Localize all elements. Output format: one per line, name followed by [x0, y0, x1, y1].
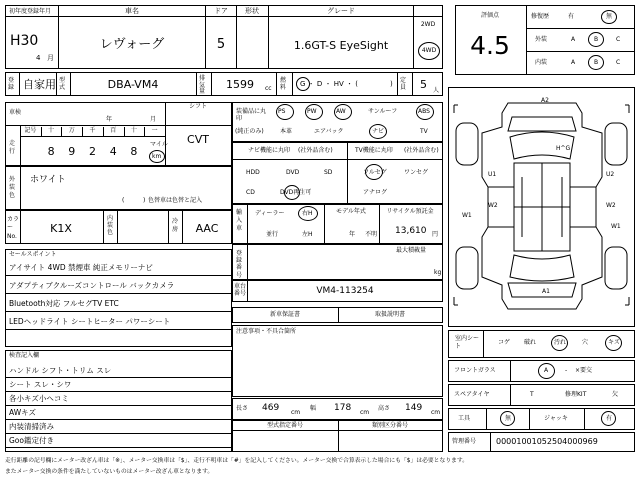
reg-year: H30	[10, 33, 39, 49]
interior-c: C	[616, 59, 621, 66]
reg-label: 登録	[8, 77, 15, 91]
model-code: DBA-VM4	[107, 78, 159, 91]
sales-point-line: アダプティブクルーズコントロール バックカメラ	[9, 281, 175, 290]
fuel-label: 燃料	[280, 77, 287, 91]
footer-line1: 走行距離の記号欄にメーター改ざん車は「※」、メーター交換車は「$」、走行不明車は「#」を記入してください。メーター交換で合算表示した場合にも「$」は必要となります。	[5, 458, 468, 464]
equipment-item: 本革	[280, 128, 293, 135]
diagram-w1-right: W1	[611, 223, 621, 230]
displacement-unit: cc	[265, 85, 272, 92]
color-no-value: K1X	[50, 222, 72, 235]
car-outline	[482, 103, 602, 309]
height-value: 149	[405, 403, 423, 413]
interior-a: A	[571, 59, 576, 66]
import-right-hand: 右H	[302, 210, 313, 217]
interior-sheet-item: コゲ	[498, 339, 511, 346]
body-label: 形状	[245, 7, 259, 15]
inspector-line: Goo鑑定付き	[9, 436, 54, 445]
import-label: 輸入車	[236, 209, 243, 232]
type-cert-label: 型式指定番号	[266, 422, 304, 429]
front-glass-b: ×要交	[575, 367, 593, 374]
footer-line2: またメーター交換の条件を満たしていないものはメーター改ざん車となります。	[5, 469, 214, 475]
width-label: 幅	[310, 405, 317, 412]
nav-label: ナビ機能に丸印	[248, 147, 291, 154]
sales-point-line: LEDヘッドライト シートヒーター パワーシート	[9, 317, 171, 326]
repair-no: 無	[606, 13, 613, 20]
first-reg-label: 初年度登録年月	[9, 8, 52, 15]
recycle-unit: 円	[432, 231, 439, 238]
diagram-u1: U1	[488, 171, 497, 178]
grade-label: グレード	[327, 7, 355, 15]
cert-label: 登録番号	[236, 250, 243, 279]
length-unit: cm	[291, 409, 301, 416]
sales-points-lines	[9, 262, 229, 342]
equipment-item: PS	[278, 108, 286, 115]
import-left-hand: 左H	[302, 231, 313, 238]
odometer-digit: 9	[68, 145, 76, 158]
capacity-value: 5	[420, 78, 427, 91]
doors-value: 5	[216, 37, 226, 52]
odometer-digit-label: 記号	[24, 127, 37, 134]
model-year-year: 年	[349, 231, 356, 238]
inspector-line: シート スレ・シワ	[9, 380, 72, 389]
nav-cd: CD	[246, 189, 255, 196]
mile-label: マイル	[150, 141, 168, 148]
odometer-digit-label: 千	[89, 127, 96, 134]
spare-tire-kit: 修理KIT	[565, 391, 587, 398]
capacity-unit: 人	[433, 87, 440, 94]
interior-sheet-item: キズ	[608, 339, 620, 346]
inspector-line: AWキズ	[9, 408, 36, 417]
interior-sheet-items	[484, 332, 634, 356]
tv-oneseg: ワンセグ	[404, 169, 429, 176]
spare-tire-none: 欠	[612, 391, 619, 398]
diagram-w2-left: W2	[488, 202, 498, 209]
front-glass-dash: -	[565, 367, 568, 374]
diagram-a1: A1	[542, 288, 550, 295]
color-label: 外装色	[9, 176, 16, 199]
drive-4wd: 4WD	[421, 47, 437, 54]
spare-tire-label: スペアタイヤ	[454, 391, 490, 398]
class-label: 類別区分番号	[371, 422, 409, 429]
shift-value: CVT	[187, 133, 209, 146]
odometer-digit: 8	[47, 145, 55, 158]
drive-2wd: 2WD	[420, 21, 436, 28]
length-label: 長さ	[236, 405, 249, 412]
displacement-value: 1599	[226, 78, 254, 91]
score-value: 4.5	[470, 31, 510, 60]
nav-note: (社外品含む)	[298, 147, 333, 154]
sales-points-label: セールスポイント	[9, 251, 57, 258]
tv-note: (社外品含む)	[404, 147, 439, 154]
score-label: 評価点	[480, 12, 500, 19]
odometer-digit-labels	[20, 127, 165, 136]
equipment-item: サンルーフ	[368, 108, 398, 115]
equipment-item: TV	[420, 128, 428, 135]
displacement-label: 排気量	[199, 75, 206, 96]
exterior-a: A	[571, 36, 576, 43]
inspector-line: 各小キズ小ヘコミ	[9, 394, 69, 403]
fuel-options: G ・ D ・ HV ・ (	[300, 80, 358, 88]
reg-month: 4	[36, 54, 41, 62]
interior-sheet-item: 汚れ	[554, 339, 567, 346]
inspector-line: 内装清掃済み	[9, 422, 54, 431]
color-paren-close: )	[143, 197, 146, 204]
odometer-digit-label: 一	[151, 127, 158, 134]
recycle-label: リサイクル預託金	[386, 208, 434, 215]
odometer-digit: 2	[89, 145, 96, 158]
color-value: ホワイト	[30, 175, 66, 185]
equipment-item: ABS	[418, 108, 430, 115]
ac-label: 冷房	[172, 218, 179, 233]
width-value: 178	[334, 403, 352, 413]
diagram-u2: U2	[606, 171, 615, 178]
inspector-label: 検査記入欄	[9, 352, 40, 359]
interior-sheet-item: 穴	[582, 339, 589, 346]
odometer-digits	[20, 138, 165, 166]
inspection-year-label: 年	[106, 116, 113, 123]
tv-label: TV機能に丸印	[355, 147, 393, 154]
equipment-row2	[270, 124, 442, 140]
tools-value: 無	[505, 415, 512, 422]
equipment-item: ナビ	[372, 128, 385, 135]
jack-value: 有	[606, 415, 613, 422]
equipment-item: エアバック	[314, 128, 344, 135]
equipment-row1	[270, 104, 442, 122]
tv-analog: アナログ	[363, 189, 388, 196]
equipment-item: PW	[307, 108, 317, 115]
diagram-hg: H^G	[556, 145, 571, 152]
km-label: km	[152, 153, 162, 160]
color-paren: (	[122, 197, 125, 204]
interior-b: B	[594, 59, 599, 66]
diagram-w2-right: W2	[606, 202, 616, 209]
car-name: レヴォーグ	[99, 37, 165, 52]
front-glass-label: フロントガラス	[454, 367, 496, 374]
usage-value: 自家用	[23, 78, 56, 91]
fuel-close: )	[390, 80, 393, 88]
inspector-lines	[9, 365, 229, 451]
model-year-value: 不明	[365, 231, 378, 238]
car-name-label: 車名	[125, 7, 139, 15]
doors-label: ドア	[214, 7, 228, 15]
recycle-value: 13,610	[395, 226, 427, 236]
max-load-unit: kg	[434, 269, 442, 276]
shift-label: シフト	[188, 103, 208, 110]
exterior-grade-label: 外装	[535, 36, 548, 43]
odometer-digit-label: 十	[130, 127, 137, 134]
equipment-note: (純正のみ)	[235, 128, 264, 135]
diagram-w1-left: W1	[462, 212, 472, 219]
repair-label: 修復歴	[531, 13, 550, 20]
inspection-label: 車検	[9, 109, 22, 116]
color-no-label: カラーNo.	[7, 216, 20, 240]
sales-point-line: アイサイト 4WD 禁煙車 純正メモリーナビ	[9, 263, 153, 272]
height-label: 高さ	[378, 405, 391, 412]
mgmt-label: 管理番号	[452, 438, 477, 445]
interior-grade-label: 内装	[535, 59, 548, 66]
import-dealer: ディーラー	[255, 210, 285, 217]
odometer-digit-label: 百	[110, 127, 117, 134]
ac-value: AAC	[195, 222, 219, 235]
chassis-value: VM4-113254	[316, 286, 374, 296]
interior-color-label: 内装色	[107, 215, 114, 237]
spare-tire-t: T	[530, 391, 534, 398]
interior-sheet-label: 室内シート	[455, 335, 480, 350]
odometer-label: 走行	[9, 140, 16, 155]
inspection-month-label: 月	[150, 116, 157, 123]
nav-dvd-play: DVD再生可	[280, 189, 312, 196]
manual-label: 取扱説明書	[374, 311, 406, 318]
reg-month-unit: 月	[47, 54, 54, 62]
diagram-a2: A2	[541, 97, 549, 104]
odometer-digit-label: 十	[48, 127, 55, 134]
tv-fullseg: フルセグ	[363, 169, 387, 176]
odometer-digit: 4	[109, 145, 117, 158]
nav-hdd: HDD	[246, 169, 260, 176]
color-note: 色替車は色替と記入	[148, 197, 203, 204]
max-load-label: 最大積載量	[396, 247, 427, 254]
model-year-label: モデル年式	[336, 208, 366, 215]
exterior-b: B	[594, 36, 599, 43]
interior-sheet-item: 破れ	[524, 339, 537, 346]
tools-label: 工具	[458, 415, 471, 422]
equipment-item: AW	[336, 108, 346, 115]
length-value: 469	[262, 403, 280, 413]
notes-block	[232, 325, 443, 397]
nav-dvd: DVD	[286, 169, 300, 176]
front-glass-a: A	[544, 367, 549, 374]
mgmt-number: 00001001052504000969	[496, 437, 598, 446]
jack-label: ジャッキ	[544, 415, 568, 422]
equipment-label: 装備品に丸印	[236, 108, 267, 123]
odometer-digit: 8	[130, 145, 138, 158]
exterior-c: C	[616, 36, 621, 43]
grade-value: 1.6GT-S EyeSight	[293, 39, 389, 52]
warranty-label: 新車保証書	[269, 311, 301, 318]
sales-point-line: Bluetooth対応 フルセグTV ETC	[9, 299, 119, 308]
notes-label: 注意事項・不具合箇所	[236, 328, 297, 335]
chassis-label: 車台番号	[234, 283, 247, 298]
type-label: 型式	[59, 77, 66, 91]
capacity-label: 定員	[400, 77, 407, 91]
nav-sd: SD	[324, 169, 333, 176]
width-unit: cm	[360, 409, 370, 416]
repair-yes: 有	[568, 13, 575, 20]
import-parallel: 並行	[266, 231, 279, 238]
odometer-digit-label: 万	[68, 127, 75, 134]
inspector-line: ハンドル シフト・トリム スレ	[9, 366, 112, 375]
height-unit: cm	[431, 409, 441, 416]
